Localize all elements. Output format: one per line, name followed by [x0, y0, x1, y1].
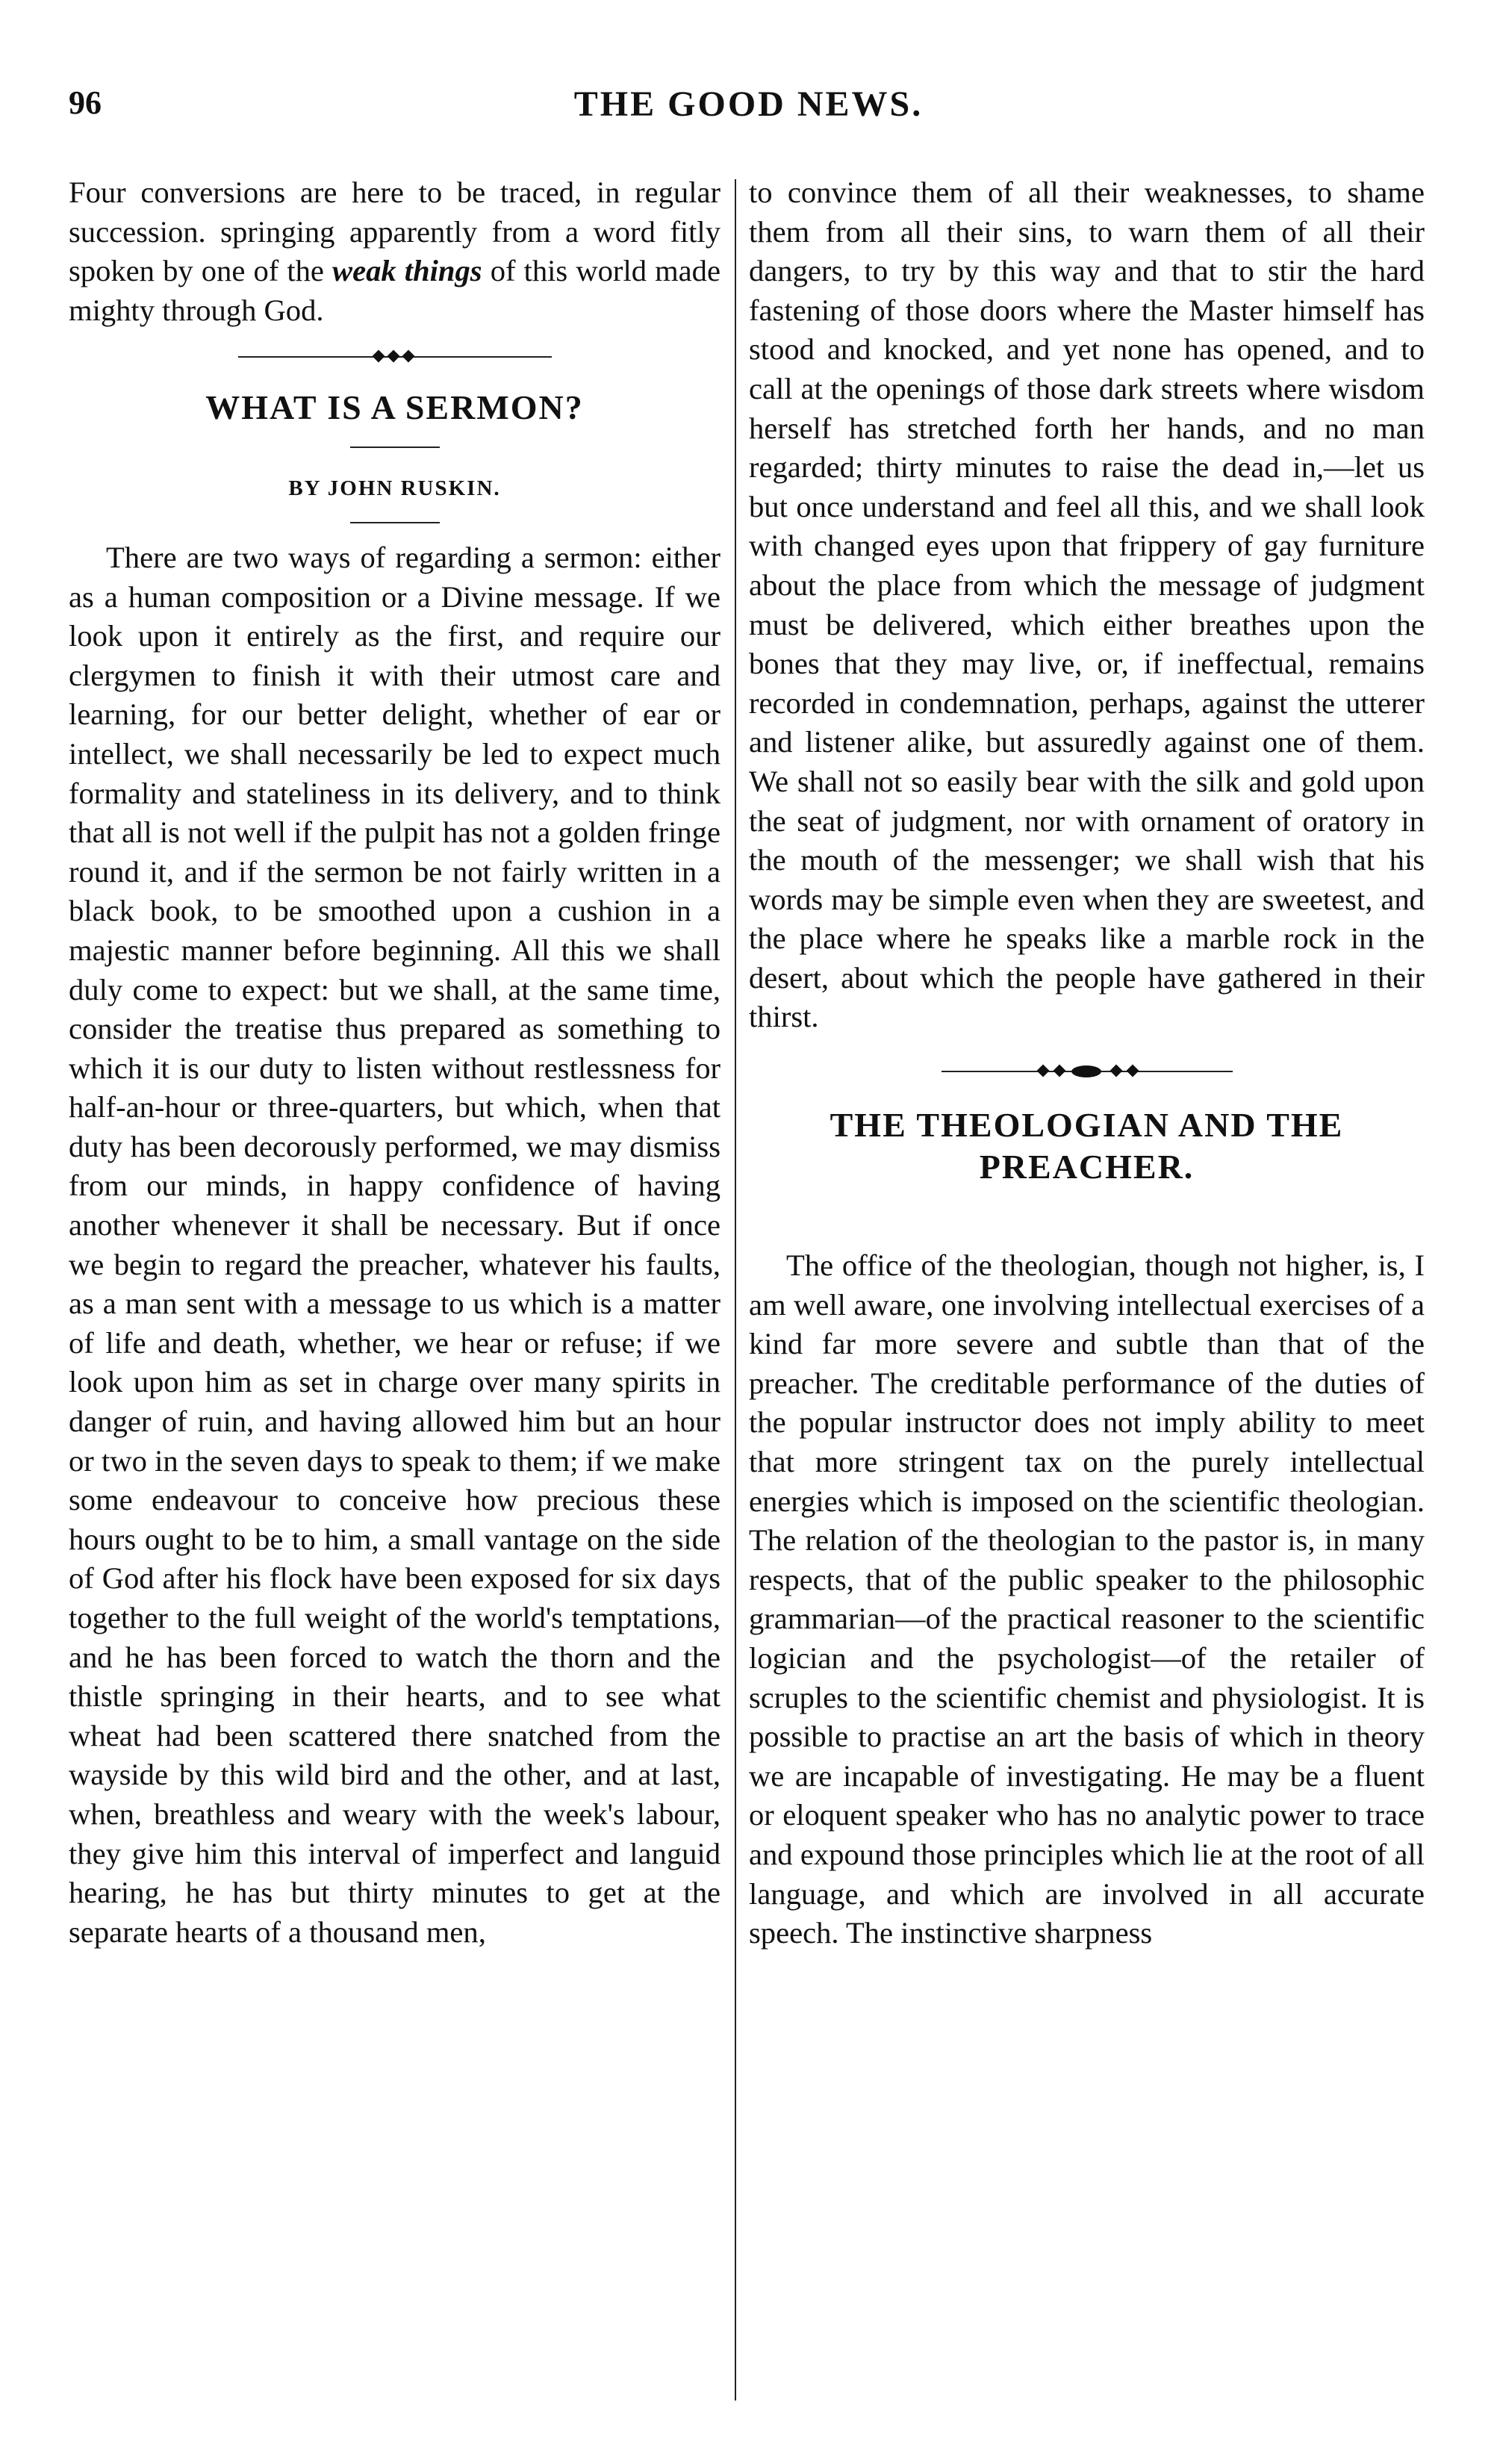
intro-paragraph: [69, 173, 721, 330]
article-title-theologian-and-preacher: [749, 1104, 1425, 1188]
article-title-what-is-a-sermon: WHAT IS A SERMON?: [205, 388, 584, 427]
article-title-line-2: PREACHER.: [979, 1148, 1195, 1186]
page-header: [0, 84, 1497, 143]
article-byline: BY JOHN RUSKIN.: [288, 476, 501, 501]
article-title-line-1: THE THEOLOGIAN AND THE: [830, 1106, 1344, 1145]
section-ornament-divider: [238, 349, 552, 364]
intro-text-end: of this world made mighty through God.: [69, 254, 721, 327]
running-title: THE GOOD NEWS.: [573, 84, 924, 124]
left-column: [69, 173, 721, 1952]
article-body-continuation: to convince them of all their weaknesses, to shame them from all their sins, to warn them of all their dangers, to try by this way and that to stir the hard fastening of those doors where the Master himself has stood and knocked, and yet none has opened, and to call at the openings of those dark streets where wisdom herself has stretched forth her hands, and no man regarded; thirty minutes to raise the dead in,—let us but once understand and feel all this, and we shall look with changed eyes upon that frippery of gay furniture about the place from which the message of judgment must be delivered, which either breathes upon the bones that they may live, or, if ineffectual, remains recorded in condemnation, perhaps, against the utterer and listener alike, but assuredly against one of them. We shall not so easily bear with the silk and gold upon the seat of judgment, nor with ornament of oratory in the mouth of the messenger; we shall wish that his words may be simple even when they are sweetest, and the place where he speaks like a marble rock in the desert, about which the people have gathered in their thirst.: [749, 175, 1425, 1034]
article-end-ornament: [942, 1064, 1233, 1079]
column-divider: [735, 179, 736, 2401]
theologian-article-body: The office of the theologian, though not higher, is, I am well aware, one involving intellectual exercises of a kind far more severe and subtle than that of the preacher. The creditable performance of the duties of the popular instructor does not imply ability to meet that more stringent tax on the purely intellectual energies which is imposed on the scientific theologian. The relation of the theologian to the pastor is, in many respects, that of the public speaker to the philosophic grammarian—of the practical reasoner to the scientific logician and the psychologist—of the retailer of scruples to the scientific chemist and physiologist. It is possible to practise an art the basis of which in theory we are incapable of investigating. He may be a fluent or eloquent speaker who has no analytic power to trace and expound those principles which lie at the root of all language, and which are involved in all accurate speech. The instinctive sharpness: [749, 1248, 1425, 1950]
right-column: [749, 173, 1425, 1953]
article-body-paragraph: There are two ways of regarding a sermon: either as a human composition or a Divine message. If we look upon it entirely as the first, and require our clergymen to finish it with their utmost care and learning, for our better delight, whether of ear or intellect, we shall necessarily be led to expect much formality and stateliness in its delivery, and to think that all is not well if the pulpit has not a golden fringe round it, and if the sermon be not fairly written in a black book, to be smoothed upon a cushion in a majestic manner before beginning. All this we shall duly come to expect: but we shall, at the same time, consider the treatise thus prepared as something to which it is our duty to listen without restlessness for half-an-hour or three-quarters, but which, when that duty has been decorously performed, we may dismiss from our minds, in happy confidence of having another whenever it shall be necessary. But if once we begin to regard the preacher, whatever his faults, as a man sent with a message to us which is a matter of life and death, whether, we hear or refuse; if we look upon him as set in charge over many spirits in danger of ruin, and having allowed him but an hour or two in the seven days to speak to them; if we make some endeavour to conceive how precious these hours ought to be to him, a small vantage on the side of God after his flock have been exposed for six days together to the full weight of the world's temptations, and he has been forced to watch the thorn and the thistle springing in their hearts, and to see what wheat had been scattered there snatched from the wayside by this wild bird and the other, and at last, when, breathless and weary with the week's labour, they give him this interval of imperfect and languid hearing, he has but thirty minutes to get at the separate hearts of a thousand men,: [69, 540, 721, 1949]
intro-text-start: Four conversions are here to be traced, in regular succession. springing apparently from a word fitly spoken by one of the: [69, 175, 721, 288]
page-number: 96: [69, 84, 102, 121]
intro-emphasis: weak things: [332, 254, 482, 288]
